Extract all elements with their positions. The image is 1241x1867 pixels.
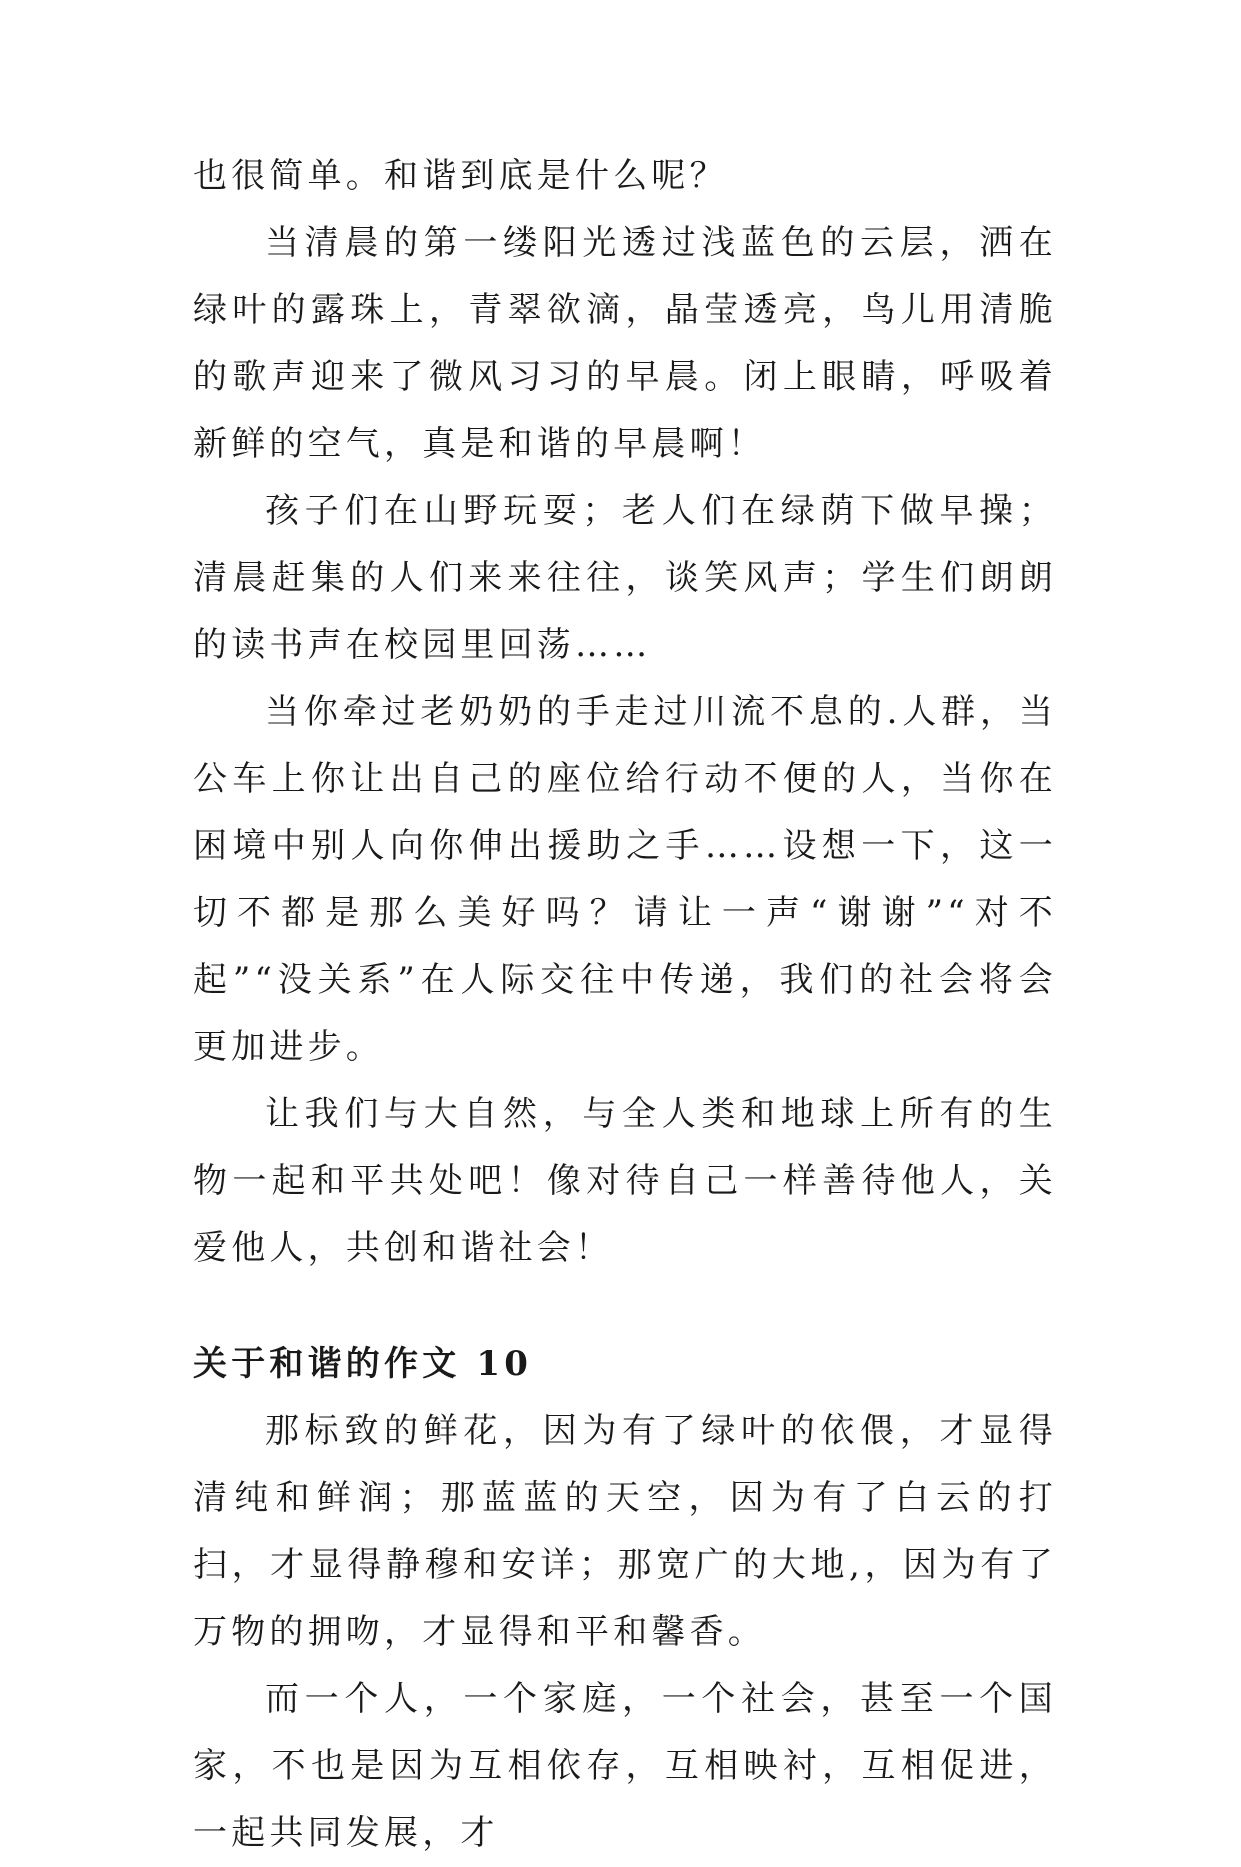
paragraph-kindness: 当你牵过老奶奶的手走过川流不息的.人群，当公车上你让出自己的座位给行动不便的人，当你在困境中别人向你伸出援助之手……设想一下，这一切不都是那么美好吗？请让一声“谢谢”“对不起”“没关系”在人际交往中传递，我们的社会将会更加进步。 xyxy=(193,692,1057,1067)
continuation-paragraph: 也很简单。和谐到底是什么呢？ xyxy=(193,156,728,196)
paragraph-conclusion: 让我们与大自然，与全人类和地球上所有的生物一起和平共处吧！像对待自己一样善待他人，关爱他人，共创和谐社会！ xyxy=(193,1094,1057,1268)
section-title: 关于和谐的作文 10 xyxy=(193,1344,533,1384)
document-page xyxy=(193,143,1057,1867)
section-gap xyxy=(193,1282,1057,1331)
paragraph-nature: 那标致的鲜花，因为有了绿叶的依偎，才显得清纯和鲜润；那蓝蓝的天空，因为有了白云的打扫，才显得静穆和安详；那宽广的大地,，因为有了万物的拥吻，才显得和平和馨香。 xyxy=(193,1411,1057,1652)
paragraph-people: 孩子们在山野玩耍；老人们在绿荫下做早操；清晨赶集的人们来来往往，谈笑风声；学生们朗朗的读书声在校园里回荡…… xyxy=(193,491,1057,665)
paragraph-society: 而一个人，一个家庭，一个社会，甚至一个国家，不也是因为互相依存，互相映衬，互相促进，一起共同发展，才 xyxy=(193,1679,1057,1853)
paragraph-morning: 当清晨的第一缕阳光透过浅蓝色的云层，洒在绿叶的露珠上，青翠欲滴，晶莹透亮，鸟儿用清脆的歌声迎来了微风习习的早晨。闭上眼睛，呼吸着新鲜的空气，真是和谐的早晨啊！ xyxy=(193,223,1057,464)
